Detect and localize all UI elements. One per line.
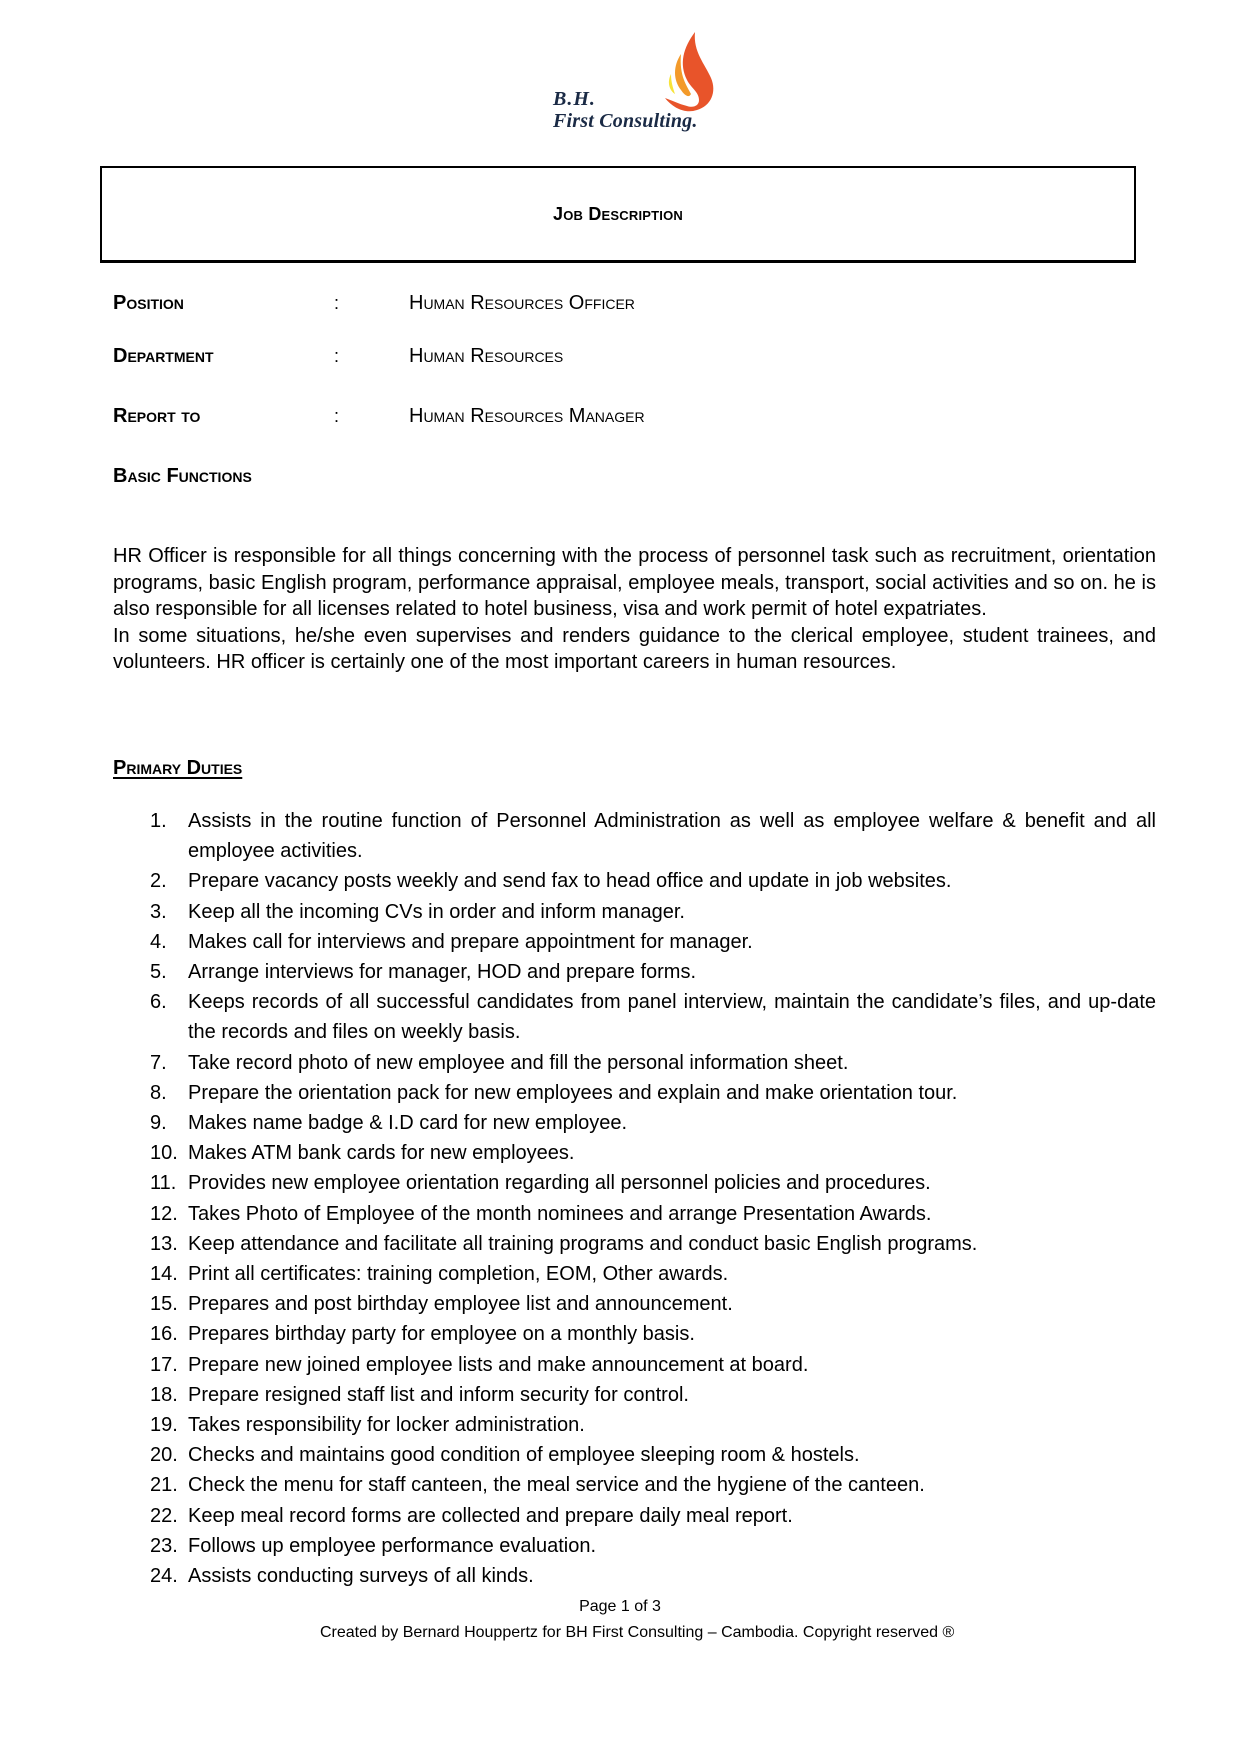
duty-text: Takes Photo of Employee of the month nominees and arrange Presentation Awards. — [188, 1202, 932, 1225]
duty-text: Keep meal record forms are collected and prepare daily meal report. — [188, 1504, 793, 1527]
duty-number: 16. — [150, 1323, 178, 1346]
duty-item — [150, 1229, 1156, 1259]
primary-duties-list — [150, 806, 1156, 1591]
duty-text: Keep attendance and facilitate all training programs and conduct basic English programs. — [188, 1232, 978, 1255]
duty-number: 24. — [150, 1565, 178, 1588]
duty-text: Prepare resigned staff list and inform security for control. — [188, 1383, 689, 1406]
duty-item — [150, 1199, 1156, 1229]
basic-functions-text — [113, 543, 1156, 676]
duty-text: Print all certificates: training completion, EOM, Other awards. — [188, 1263, 729, 1286]
duty-item — [150, 1319, 1156, 1349]
duty-text: Prepares and post birthday employee list and announcement. — [188, 1293, 733, 1316]
field-colon: : — [334, 346, 340, 366]
duty-item — [150, 1470, 1156, 1500]
duty-item — [150, 1078, 1156, 1108]
duty-number: 13. — [150, 1232, 178, 1255]
duty-item — [150, 1168, 1156, 1198]
field-value-position: Human Resources Officer — [409, 292, 635, 314]
duty-number: 18. — [150, 1383, 178, 1406]
field-label-report-to: Report to — [113, 405, 201, 427]
duty-item — [150, 1138, 1156, 1168]
copyright-notice: Created by Bernard Houppertz for BH First Consulting – Cambodia. Copyright reserved ® — [320, 1624, 955, 1641]
duty-text: Assists conducting surveys of all kinds. — [188, 1565, 534, 1588]
field-colon: : — [334, 406, 340, 426]
page-number: Page 1 of 3 — [579, 1598, 661, 1615]
duty-item — [150, 987, 1156, 1047]
flame-icon — [657, 30, 719, 114]
duty-number: 15. — [150, 1293, 178, 1316]
duty-text: Follows up employee performance evaluation. — [188, 1534, 596, 1557]
duty-number: 5. — [150, 961, 167, 984]
company-logo — [545, 28, 725, 146]
duty-text: Makes name badge & I.D card for new employee. — [188, 1112, 628, 1135]
field-colon: : — [334, 293, 340, 313]
duty-number: 3. — [150, 900, 167, 923]
logo-line-2: First Consulting. — [553, 110, 698, 132]
duty-number: 10. — [150, 1142, 178, 1165]
primary-duties-heading: Primary Duties — [113, 757, 243, 779]
duty-text: Prepare vacancy posts weekly and send fax to head office and update in job websites. — [188, 870, 952, 893]
duty-text: Prepare the orientation pack for new employees and explain and make orientation tour. — [188, 1081, 958, 1104]
field-label-department: Department — [113, 345, 214, 367]
duty-item — [150, 957, 1156, 987]
duty-number: 4. — [150, 930, 167, 953]
duty-text: Arrange interviews for manager, HOD and prepare forms. — [188, 961, 696, 984]
duty-item — [150, 806, 1156, 866]
duty-item — [150, 1108, 1156, 1138]
duty-text: Take record photo of new employee and fill the personal information sheet. — [188, 1051, 849, 1074]
duty-number: 6. — [150, 991, 167, 1014]
duty-item — [150, 1259, 1156, 1289]
field-label-position: Position — [113, 292, 184, 314]
duty-item — [150, 1531, 1156, 1561]
duty-number: 11. — [150, 1172, 177, 1195]
duty-text: Provides new employee orientation regarding all personnel policies and procedures. — [188, 1172, 931, 1195]
duty-item — [150, 897, 1156, 927]
duty-text: Prepare new joined employee lists and make announcement at board. — [188, 1353, 809, 1376]
duty-number: 14. — [150, 1263, 178, 1286]
duty-item — [150, 1501, 1156, 1531]
duty-number: 2. — [150, 870, 167, 893]
duty-item — [150, 1289, 1156, 1319]
duty-text: Makes call for interviews and prepare appointment for manager. — [188, 930, 753, 953]
duty-text: Keep all the incoming CVs in order and inform manager. — [188, 900, 685, 923]
document-title: Job Description — [553, 204, 683, 224]
paragraph: HR Officer is responsible for all things concerning with the process of personnel task such as recruitment, orientation programs, basic English program, performance appraisal, employee meals, transport, social activities and so on. he is also responsible for all licenses related to hotel business, visa and work permit of hotel expatriates. — [113, 545, 1156, 620]
duty-text: Prepares birthday party for employee on a monthly basis. — [188, 1323, 695, 1346]
field-value-report-to: Human Resources Manager — [409, 405, 645, 427]
duty-number: 22. — [150, 1504, 178, 1527]
duty-number: 20. — [150, 1444, 178, 1467]
duty-number: 1. — [150, 810, 167, 832]
duty-item — [150, 927, 1156, 957]
duty-number: 19. — [150, 1414, 178, 1437]
duty-number: 12. — [150, 1202, 178, 1225]
basic-functions-heading: Basic Functions — [113, 465, 252, 487]
logo-line-1: B.H. — [553, 88, 596, 110]
paragraph: In some situations, he/she even supervises and renders guidance to the clerical employee, student trainees, and volunteers. HR officer is certainly one of the most important careers in human resources. — [113, 624, 1156, 673]
duty-number: 21. — [150, 1474, 178, 1497]
duty-item — [150, 1410, 1156, 1440]
duty-number: 7. — [150, 1051, 167, 1074]
duty-text: Assists in the routine function of Personnel Administration as well as employee welfare & benefit and all employee activities. — [188, 810, 1156, 863]
duty-item — [150, 1440, 1156, 1470]
duty-number: 8. — [150, 1081, 167, 1104]
duty-item — [150, 1380, 1156, 1410]
duty-text: Checks and maintains good condition of employee sleeping room & hostels. — [188, 1444, 860, 1467]
duty-text: Keeps records of all successful candidates from panel interview, maintain the candidate’s files, and up-date the records and files on weekly basis. — [188, 991, 1156, 1044]
field-value-department: Human Resources — [409, 345, 564, 367]
duty-number: 9. — [150, 1112, 167, 1135]
duty-number: 23. — [150, 1534, 178, 1557]
title-box — [100, 166, 1136, 263]
duty-item — [150, 1561, 1156, 1591]
duty-item — [150, 1048, 1156, 1078]
duty-number: 17. — [150, 1353, 178, 1376]
duty-item — [150, 866, 1156, 896]
duty-text: Takes responsibility for locker administration. — [188, 1414, 585, 1437]
duty-text: Check the menu for staff canteen, the meal service and the hygiene of the canteen. — [188, 1474, 925, 1497]
duty-item — [150, 1350, 1156, 1380]
duty-text: Makes ATM bank cards for new employees. — [188, 1142, 575, 1165]
